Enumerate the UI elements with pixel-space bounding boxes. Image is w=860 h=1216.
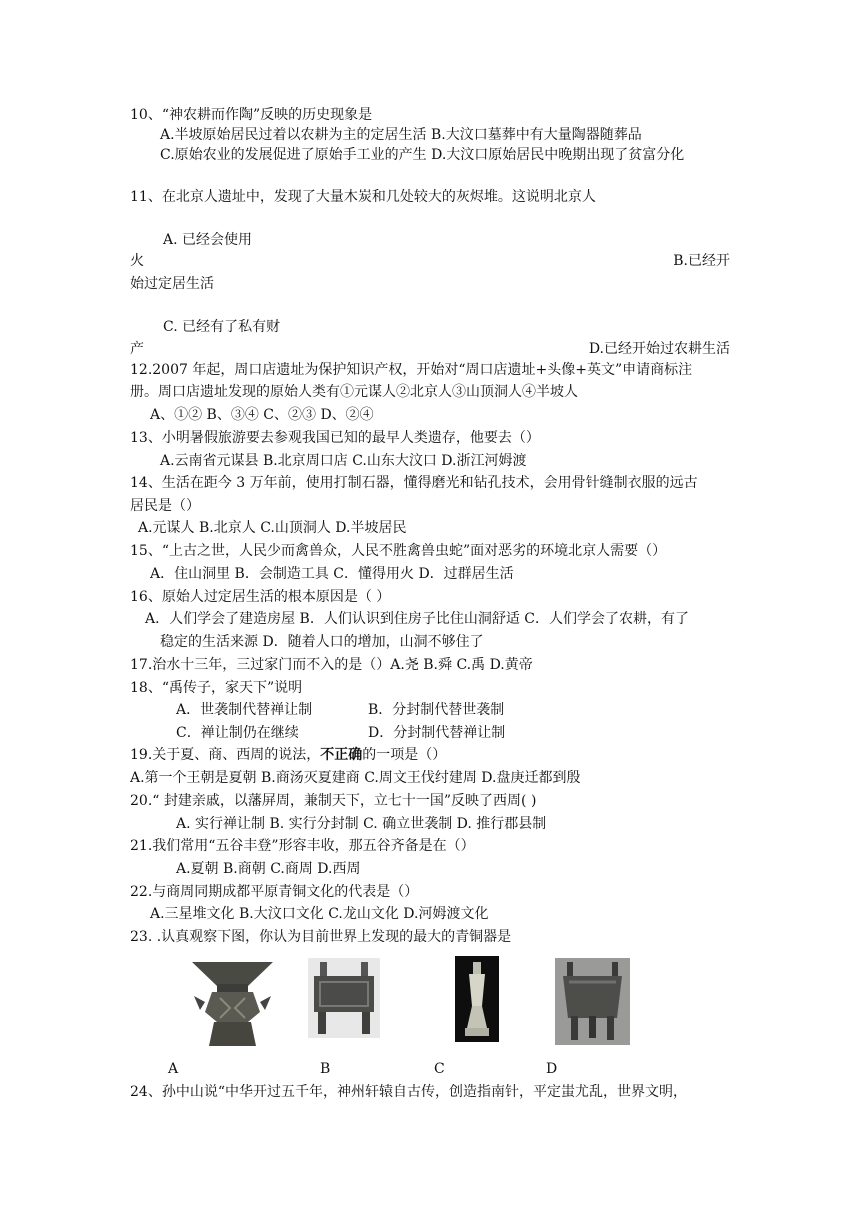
q11-option-d: D.已经开始过农耕生活 — [588, 341, 730, 357]
q16-options-line2: 稳定的生活来源 D．随着人口的增加，山洞不够住了 — [160, 634, 484, 650]
q13-options: A.云南省元谋县 B.北京周口店 C.山东大汶口 D.浙江河姆渡 — [160, 453, 527, 469]
q19-stem-pre: 19.关于夏、商、西周的说法， — [130, 747, 321, 763]
q15-stem: 15、“上古之世，人民少而禽兽众，人民不胜禽兽虫蛇”面对恶劣的环境北京人需要（） — [130, 543, 667, 559]
q10-options-cd: C.原始农业的发展促进了原始手工业的产生 D.大汶口原始居民中晚期出现了贫富分化 — [160, 147, 685, 163]
image-label-a: A — [168, 1061, 179, 1077]
bronze-zun-image — [190, 958, 275, 1048]
q19-stem — [130, 746, 446, 764]
q15-options: A．住山洞里 B．会制造工具 C．懂得用火 D．过群居生活 — [150, 566, 514, 582]
q18-option-a: A．世袭制代替禅让制 — [176, 702, 313, 718]
q17-line: 17.治水十三年，三过家门而不入的是（）A.尧 B.舜 C.禹 D.黄帝 — [130, 657, 533, 673]
q14-stem-line1: 14、生活在距今 3 万年前，使用打制石器，懂得磨光和钻孔技术，会用骨针缝制衣服的远古 — [130, 475, 698, 491]
q18-option-b: B．分封制代替世袭制 — [368, 702, 505, 718]
q12-stem-line1: 12.2007 年起，周口店遗址为保护知识产权，开始对“周口店遗址+头像+英文”申请商标注 — [130, 362, 693, 378]
q19-stem-post: 的一项是（） — [362, 747, 447, 763]
q22-options: A.三星堆文化 B.大汶口文化 C.龙山文化 D.河姆渡文化 — [150, 906, 489, 922]
q18-option-d: D．分封制代替禅让制 — [368, 725, 506, 741]
bronze-figure-image — [455, 956, 499, 1042]
q11-option-c: C. 已经有了私有财 — [163, 319, 281, 335]
q22-stem: 22.与商周同期成都平原青铜文化的代表是（） — [130, 884, 419, 900]
q21-options: A.夏朝 B.商朝 C.商周 D.西周 — [176, 861, 361, 877]
image-label-c: C — [434, 1061, 445, 1077]
q16-options-line1: A．人们学会了建造房屋 B．人们认识到住房子比住山洞舒适 C．人们学会了农耕，有了 — [145, 611, 690, 627]
q11-option-c-wrap: 产 — [130, 341, 144, 357]
image-label-b: B — [320, 1061, 331, 1077]
q19-options: A.第一个王朝是夏朝 B.商汤灭夏建商 C.周文王伐纣建周 D.盘庚迁都到殷 — [130, 770, 581, 786]
q20-stem: 20.“ 封建亲戚，以藩屏周，兼制天下，立七十一国”反映了西周( ) — [130, 793, 537, 809]
q19-stem-emphasis: 不正确 — [320, 747, 363, 763]
q12-stem-line2: 册。周口店遗址发现的原始人类有①元谋人②北京人③山顶洞人④半坡人 — [130, 384, 578, 400]
q14-options: A.元谋人 B.北京人 C.山顶洞人 D.半坡居民 — [138, 520, 407, 536]
q11-option-b: B.已经开 — [673, 253, 730, 269]
q10-options-ab: A.半坡原始居民过着以农耕为主的定居生活 B.大汶口墓葬中有大量陶器随葬品 — [160, 127, 642, 143]
q16-stem: 16、原始人过定居生活的根本原因是（ ） — [130, 589, 391, 605]
simuwu-ding-image — [308, 958, 380, 1038]
q20-options: A. 实行禅让制 B. 实行分封制 C. 确立世袭制 D. 推行郡县制 — [176, 816, 547, 832]
bronze-tripod-image — [555, 958, 630, 1045]
q11-option-b-wrap: 始过定居生活 — [130, 276, 214, 292]
image-label-d: D — [546, 1061, 558, 1077]
q11-option-a-wrap: 火 — [130, 253, 144, 269]
q13-stem: 13、小明暑假旅游要去参观我国已知的最早人类遗存，他要去（） — [130, 430, 540, 446]
q23-stem: 23. .认真观察下图，你认为目前世界上发现的最大的青铜器是 — [130, 929, 512, 945]
q18-stem: 18、“禹传子，家天下”说明 — [130, 680, 303, 696]
q11-option-a: A. 已经会使用 — [163, 232, 253, 248]
q21-stem: 21.我们常用“五谷丰登”形容丰收，那五谷齐备是在（） — [130, 838, 475, 854]
q18-option-c: C．禅让制仍在继续 — [176, 725, 299, 741]
q12-options: A、①② B、③④ C、②③ D、②④ — [150, 407, 374, 423]
q10-stem: 10、“神农耕而作陶”反映的历史现象是 — [130, 107, 373, 123]
q24-stem: 24、孙中山说“中华开过五千年，神州轩辕自古传，创造指南针，平定蚩尤乱，世界文明， — [130, 1084, 687, 1100]
q11-stem: 11、在北京人遗址中，发现了大量木炭和几处较大的灰烬堆。这说明北京人 — [130, 189, 596, 205]
q14-stem-line2: 居民是（） — [130, 498, 200, 514]
